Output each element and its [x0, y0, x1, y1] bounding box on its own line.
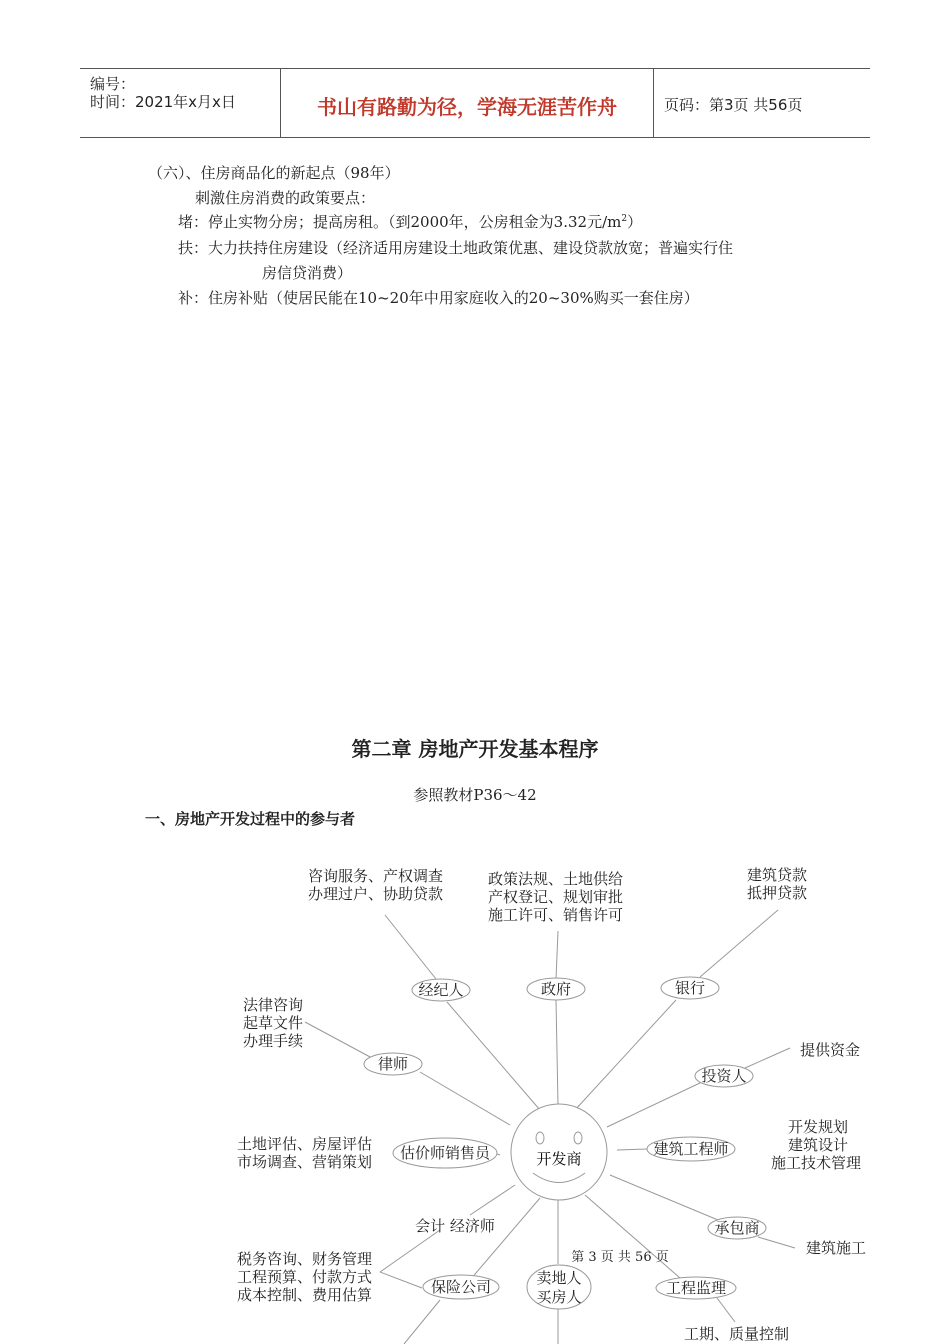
node-insurance: 保险公司 — [430, 1278, 492, 1296]
node-government: 政府 — [540, 980, 572, 998]
note-engineer-3: 施工技术管理 — [771, 1154, 862, 1172]
note-accountant-3: 成本控制、费用估算 — [237, 1286, 373, 1304]
note-gov-3: 施工许可、销售许可 — [488, 906, 624, 924]
node-contractor: 承包商 — [714, 1219, 760, 1237]
node-buyer-line2: 买房人 — [536, 1288, 582, 1306]
note-bank-1: 建筑贷款 — [747, 866, 808, 884]
note-appraiser-1: 土地评估、房屋评估 — [237, 1135, 373, 1153]
developer-node — [511, 1104, 607, 1200]
node-buyer-line1: 卖地人 — [536, 1269, 582, 1287]
time-label: 时间：2021年x月x日 — [90, 93, 236, 111]
number-label: 编号： — [90, 75, 136, 93]
note-accountant-1: 税务咨询、财务管理 — [237, 1250, 373, 1268]
note-appraiser-2: 市场调查、营销策划 — [237, 1153, 373, 1171]
note-gov-2: 产权登记、规划审批 — [488, 888, 624, 906]
note-agent-2: 办理过户、协助贷款 — [308, 885, 444, 903]
node-engineer: 建筑工程师 — [653, 1140, 729, 1158]
note-investor-1: 提供资金 — [800, 1041, 861, 1059]
heading-6: （六）、住房商品化的新起点（98年） — [148, 164, 400, 182]
chapter-title: 第二章 房地产开发基本程序 — [351, 737, 599, 761]
policy-block: 堵：停止实物分房；提高房租。（到2000年，公房租金为3.32元$/m^2$） — [178, 213, 643, 231]
note-lawyer-1: 法律咨询 — [243, 996, 304, 1014]
textbook-reference: 参照教材P36～42 — [413, 786, 537, 804]
note-agent-1: 咨询服务、产权调查 — [308, 867, 444, 885]
note-engineer-2: 建筑设计 — [788, 1136, 849, 1154]
note-lawyer-2: 起草文件 — [243, 1014, 304, 1032]
node-agent: 经纪人 — [418, 981, 464, 999]
policy-support-line1: 扶：大力扶持住房建设（经济适用房建设土地政策优惠、建设贷款放宽；普遍实行住 — [178, 239, 734, 257]
note-accountant-2: 工程预算、付款方式 — [237, 1268, 373, 1286]
note-supervision-1: 工期、质量控制 — [684, 1325, 790, 1343]
note-bank-2: 抵押贷款 — [747, 884, 808, 902]
motto: 书山有路勤为径，学海无涯苦作舟 — [317, 95, 617, 119]
policy-intro: 刺激住房消费的政策要点： — [195, 189, 376, 207]
note-engineer-1: 开发规划 — [788, 1118, 849, 1136]
node-supervision: 工程监理 — [665, 1279, 727, 1297]
section-heading: 一、房地产开发过程中的参与者 — [145, 810, 356, 828]
developer-label: 开发商 — [536, 1150, 582, 1168]
note-lawyer-3: 办理手续 — [243, 1032, 304, 1050]
note-gov-1: 政策法规、土地供给 — [488, 870, 624, 888]
policy-subsidy: 补：住房补贴（使居民能在10~20年中用家庭收入的20~30%购买一套住房） — [178, 289, 699, 307]
note-contractor-1: 建筑施工 — [806, 1239, 867, 1257]
page-footer: 第 3 页 共 56 页 — [571, 1250, 669, 1265]
policy-support-line2: 房信贷消费） — [262, 264, 353, 282]
node-accountant: 会计 经济师 — [415, 1217, 495, 1235]
page-label: 页码：第3页 共56页 — [664, 96, 803, 114]
node-lawyer: 律师 — [377, 1055, 409, 1073]
node-appraiser: 估价师销售员 — [399, 1144, 491, 1162]
node-investor: 投资人 — [701, 1067, 747, 1085]
node-bank: 银行 — [674, 979, 706, 997]
